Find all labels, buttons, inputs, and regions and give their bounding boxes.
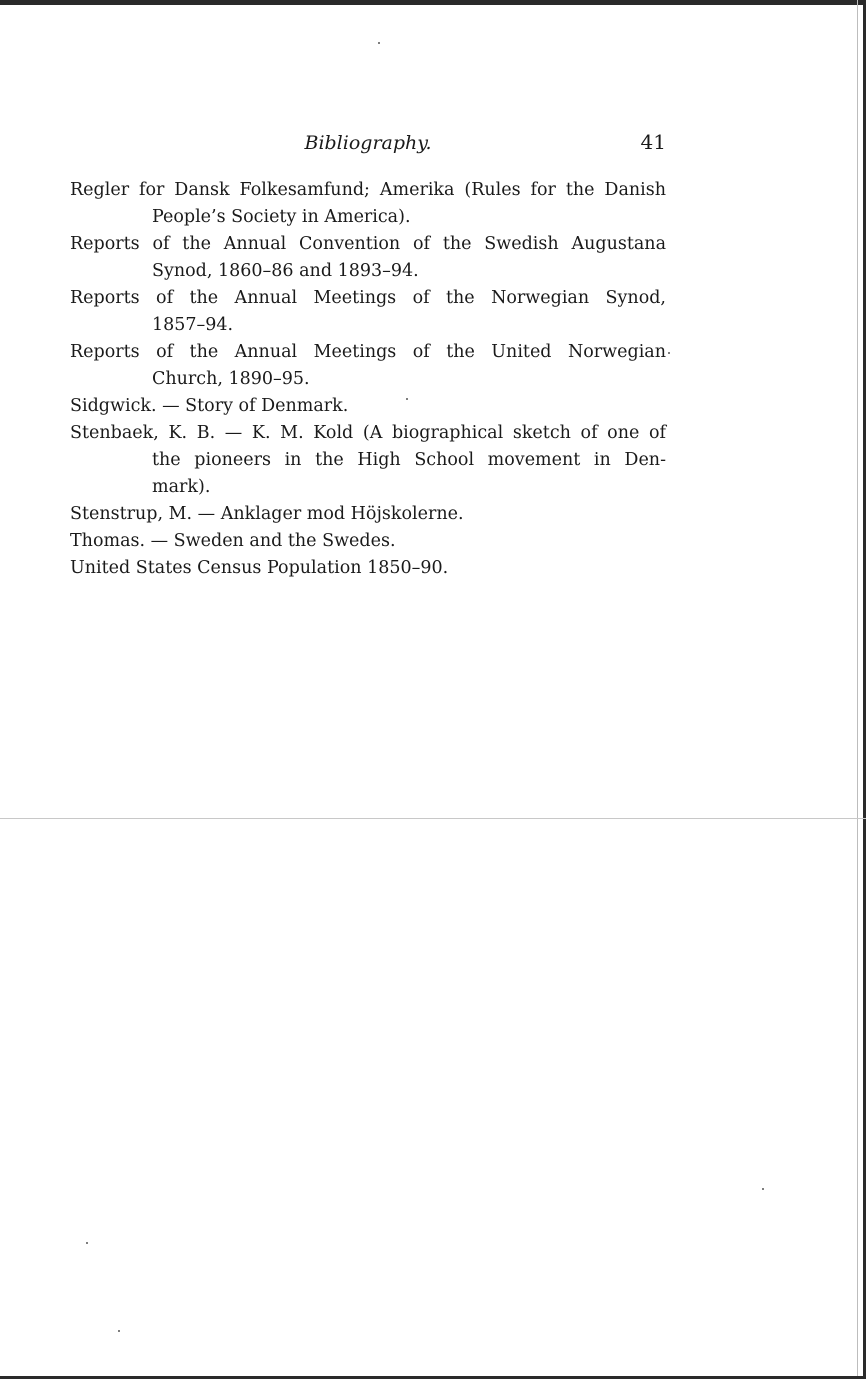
entry-line: Stenstrup, M. — Anklager mod Höjskolerne. (70, 504, 464, 524)
scan-speck (378, 42, 380, 44)
scan-edge-top (0, 0, 866, 5)
entry-line: Stenbaek, K. B. — K. M. Kold (A biographical sketch of one of (70, 423, 666, 443)
scan-speck (668, 352, 670, 354)
bibliography-entry (70, 177, 666, 231)
scan-speck (118, 1330, 120, 1332)
entry-line: the pioneers in the High School movement in Den- (152, 450, 666, 470)
bibliography-entry (70, 393, 666, 420)
bibliography-entry (70, 528, 666, 555)
entry-line: Sidgwick. — Story of Denmark. (70, 396, 349, 416)
entry-line: United States Census Population 1850–90. (70, 558, 449, 578)
entry-line: Thomas. — Sweden and the Swedes. (70, 531, 396, 551)
scan-speck (762, 1188, 764, 1190)
bibliography-entry (70, 420, 666, 501)
bibliography-entry (70, 231, 666, 285)
entry-line: People’s Society in America). (152, 207, 411, 227)
entry-line: mark). (152, 477, 211, 497)
entry-line: Regler for Dansk Folkesamfund; Amerika (Rules for the Danish (70, 180, 666, 200)
running-title: Bibliography. (304, 132, 432, 154)
scan-edge-right-inner (857, 0, 858, 1379)
entry-line: Reports of the Annual Convention of the Swedish Augustana (70, 234, 666, 254)
bibliography-entry (70, 339, 666, 393)
entry-line: Synod, 1860–86 and 1893–94. (152, 261, 419, 281)
bibliography-entry (70, 285, 666, 339)
page-number: 41 (640, 130, 666, 154)
page-header (70, 130, 666, 160)
entry-line: Reports of the Annual Meetings of the United Norwegian (70, 342, 666, 362)
bibliography-list (70, 177, 666, 582)
bibliography-entry (70, 555, 666, 582)
scan-speck (86, 1242, 88, 1244)
entry-line: Church, 1890–95. (152, 369, 310, 389)
bibliography-entry (70, 501, 666, 528)
entry-line: Reports of the Annual Meetings of the Norwegian Synod, (70, 288, 666, 308)
page-fold-line (0, 818, 866, 819)
entry-line: 1857–94. (152, 315, 234, 335)
